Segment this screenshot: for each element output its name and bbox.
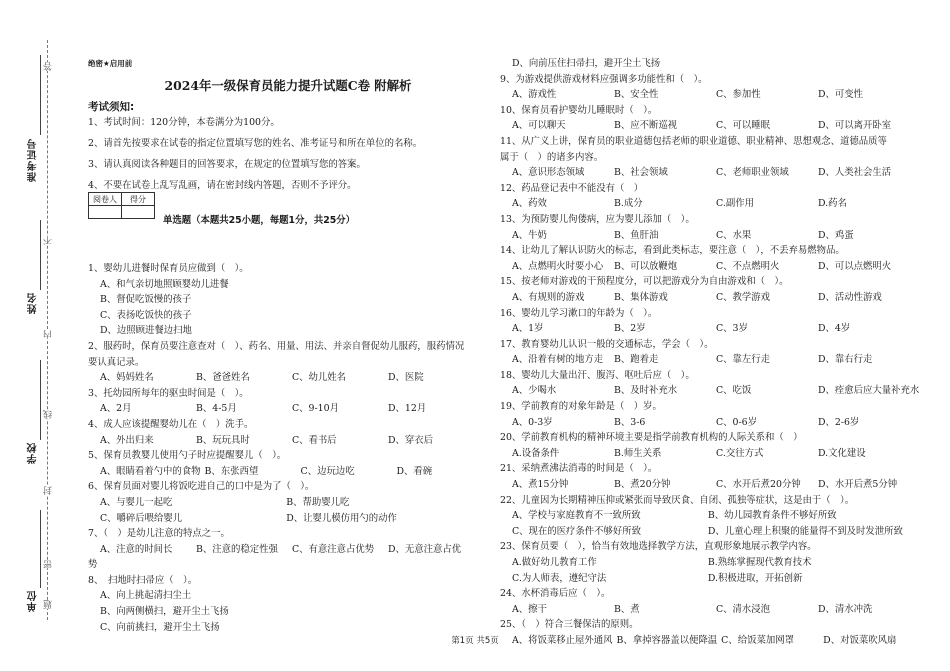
question-option: A、与婴儿一起吃 bbox=[100, 496, 173, 508]
seal-mark: 不 bbox=[44, 236, 54, 245]
school-line bbox=[40, 360, 41, 440]
question-option: C、9-10月 bbox=[292, 403, 339, 415]
question-option: B、及时补充水 bbox=[614, 385, 678, 397]
question-option: C、水开后煮20分钟 bbox=[716, 479, 801, 491]
name-line bbox=[40, 220, 41, 290]
question-option-row bbox=[500, 602, 920, 618]
question-option: D、儿童心理上积聚的能量得不到及时发泄所致 bbox=[707, 525, 903, 537]
question-option: C、清水浸泡 bbox=[716, 603, 771, 615]
question-option: B.师生关系 bbox=[614, 447, 662, 459]
question-option: A、点燃明火时要小心 bbox=[512, 260, 604, 272]
school-label: 学校 bbox=[28, 442, 39, 464]
question-option: B、煮 bbox=[614, 603, 640, 615]
notice-item: 1、考试时间：120分钟，本卷满分为100分。 bbox=[88, 117, 280, 128]
question-option: D、靠右行走 bbox=[818, 354, 873, 366]
seal-mark: 密 bbox=[44, 560, 54, 569]
question-stem: 19、学前教育的对象年龄是（ ）岁。 bbox=[500, 401, 662, 413]
question-item bbox=[500, 399, 920, 430]
question-option: B、督促吃饭慢的孩子 bbox=[100, 294, 192, 306]
question-option: A、煮15分钟 bbox=[512, 479, 569, 491]
question-option: C、给饭菜加网罩 bbox=[721, 634, 794, 646]
question-option: B、煮20分钟 bbox=[614, 479, 671, 491]
question-option: D、人类社会生活 bbox=[818, 167, 892, 179]
question-option: C、老师职业领域 bbox=[716, 167, 789, 179]
question-option: A、有规则的游戏 bbox=[512, 291, 585, 303]
question-stem: 14、让幼儿了解认识防火的标志，看到此类标志，要注意（ ），不丢弃易燃物品。 bbox=[500, 245, 845, 257]
question-stem: 16、婴幼儿学习漱口的年龄为（ ）。 bbox=[500, 307, 658, 319]
question-option: D、无意注意占优 bbox=[388, 543, 462, 555]
section-heading: 单选题（本题共25小题，每题1分，共25分） bbox=[163, 215, 355, 226]
seal-mark: 题 bbox=[44, 600, 54, 609]
unit-label: 单位 bbox=[28, 590, 39, 612]
question-option: B、2岁 bbox=[614, 323, 646, 335]
question-option: A、妈妈姓名 bbox=[100, 372, 154, 384]
question-option-row bbox=[500, 415, 920, 431]
question-option: C、参加性 bbox=[716, 89, 761, 101]
question-stem: 1、婴幼儿进餐时保育员应做到（ ）。 bbox=[88, 263, 249, 274]
question-option: C、3岁 bbox=[716, 323, 748, 335]
question-option: C.副作用 bbox=[716, 198, 754, 210]
question-column-left bbox=[88, 261, 488, 635]
question-option-row bbox=[500, 118, 920, 134]
question-option: A、少喝水 bbox=[512, 385, 557, 397]
question-item bbox=[500, 368, 920, 399]
question-option-row bbox=[500, 524, 920, 540]
question-stem-continued: 属于（ ）的诸多内容。 bbox=[500, 151, 604, 163]
question-option: D、可以点燃明火 bbox=[818, 260, 892, 272]
question-option-row bbox=[500, 352, 920, 368]
question-item bbox=[500, 337, 920, 368]
question-option-row bbox=[500, 87, 920, 103]
question-stem: 8、 扫地时扫帚应（ ）。 bbox=[88, 574, 198, 586]
question-option: A、和气亲切地照顾婴幼儿进餐 bbox=[100, 278, 229, 290]
question-stem: 20、学前教育机构的精神环境主要是指学前教育机构的人际关系和（ ） bbox=[500, 432, 803, 444]
question-option: D.药名 bbox=[818, 198, 847, 210]
question-option: A、药效 bbox=[512, 198, 547, 210]
question-option: B、注意的稳定性强 bbox=[196, 543, 278, 555]
score-header: 得分 bbox=[122, 193, 155, 206]
question-stem: 22、儿童因为长期精神压抑或紧张而导致厌食、自闭、孤独等症状，这是由于（ ）。 bbox=[500, 494, 855, 506]
question-item bbox=[88, 573, 488, 635]
question-option: C、现在的医疗条件不够好所致 bbox=[512, 525, 642, 537]
question-stem: 10、保育员看护婴幼儿睡眠时（ ）。 bbox=[500, 104, 658, 116]
question-item bbox=[500, 461, 920, 492]
notice-list bbox=[88, 112, 488, 196]
question-option: B.成分 bbox=[614, 198, 643, 210]
unit-line bbox=[40, 510, 41, 588]
notice-heading: 考试须知: bbox=[88, 101, 135, 113]
question-option: D、边照顾进餐边扫地 bbox=[100, 325, 192, 337]
question-option: A、擦干 bbox=[512, 603, 547, 615]
question-option: A、眼睛看着勺中的食物 bbox=[100, 465, 201, 477]
question-option: A、牛奶 bbox=[512, 229, 547, 241]
question-option: B、3-6 bbox=[614, 416, 646, 428]
question-option-row bbox=[500, 259, 920, 275]
question-option: A、沿着有树的地方走 bbox=[512, 354, 604, 366]
seal-mark: 封 bbox=[44, 486, 54, 495]
question-stem: 7、（ ）是幼儿注意的特点之一。 bbox=[88, 528, 230, 540]
binding-margin bbox=[0, 0, 70, 671]
question-option: B、帮助婴儿吃 bbox=[286, 496, 350, 508]
question-option-row bbox=[500, 477, 920, 493]
question-item bbox=[500, 430, 920, 461]
question-option: A、游戏性 bbox=[512, 89, 557, 101]
question-column-right bbox=[500, 56, 920, 649]
exam-number-label: 准考证号 bbox=[28, 138, 39, 182]
question-option: C、0-6岁 bbox=[716, 416, 758, 428]
question-option: D、活动性游戏 bbox=[818, 291, 882, 303]
question-option: C、靠左行走 bbox=[716, 354, 771, 366]
question-option-row bbox=[500, 165, 920, 181]
question-option: D、可变性 bbox=[818, 89, 864, 101]
question-stem: 2、服药时，保育员要注意查对（ ）、药名、用量、用法、并亲自督促幼儿服药，服药情况 bbox=[88, 340, 465, 352]
question-item bbox=[500, 306, 920, 337]
question-option: D、医院 bbox=[388, 372, 424, 384]
question-option-continued: 势 bbox=[88, 559, 98, 571]
question-option: A、意识形态领域 bbox=[512, 167, 585, 179]
question-option: B、应不断巡视 bbox=[614, 120, 678, 132]
question-option: D、让婴儿模仿用勺的动作 bbox=[286, 512, 397, 524]
question-option: C、看书后 bbox=[292, 434, 337, 446]
score-table bbox=[88, 192, 155, 219]
question-option-row bbox=[500, 228, 920, 244]
question-option: C、不点燃明火 bbox=[716, 260, 780, 272]
question-option-row bbox=[500, 508, 920, 524]
question-option-row bbox=[88, 542, 488, 558]
question-option: D.文化建设 bbox=[818, 447, 866, 459]
question-option: B、可以放鞭炮 bbox=[614, 260, 678, 272]
question-item bbox=[500, 586, 920, 617]
question-stem: 15、按老师对游戏的干预程度分，可以把游戏分为自由游戏和（ ）。 bbox=[500, 276, 789, 288]
question-option: A、向上挑起清扫尘土 bbox=[100, 590, 192, 602]
question-option: D、对饭菜吹风扇 bbox=[823, 634, 897, 646]
question-option: D、鸡蛋 bbox=[818, 229, 854, 241]
question-option: A、0-3岁 bbox=[512, 416, 553, 428]
question-item bbox=[88, 386, 488, 417]
question-option: C、向前挑扫，避开尘土飞扬 bbox=[100, 621, 220, 633]
question-option: A、可以聊天 bbox=[512, 120, 566, 132]
question-option: B、4-5月 bbox=[196, 403, 237, 415]
question-item bbox=[500, 539, 920, 586]
question-option: C、吃饭 bbox=[716, 385, 752, 397]
question-option: A、将饭菜移止屋外通风 bbox=[512, 634, 613, 646]
question-option: A、1岁 bbox=[512, 323, 544, 335]
question-option: A、2月 bbox=[100, 403, 132, 415]
question-option: C、边玩边吃 bbox=[300, 465, 355, 477]
question-option: C、水果 bbox=[716, 229, 752, 241]
question-option: B、鱼肝油 bbox=[614, 229, 659, 241]
question-stem: 11、从广义上讲，保育员的职业道德包括老师的职业道德、职业精神、思想观念、道德品质等 bbox=[500, 135, 887, 147]
question-item bbox=[88, 339, 488, 386]
question-option: B、社会领域 bbox=[614, 167, 668, 179]
question-option: C、表扬吃饭快的孩子 bbox=[100, 309, 192, 321]
seal-mark: 内 bbox=[44, 330, 54, 339]
question-option: D、看碗 bbox=[396, 465, 433, 477]
question-stem: 18、婴幼儿大量出汗、腹泻、呕吐后应（ ）。 bbox=[500, 369, 695, 381]
question-stem-continued: 要认真记录。 bbox=[88, 356, 145, 368]
question-stem: 4、成人应该提醒婴幼儿在（ ）洗手。 bbox=[88, 418, 254, 430]
question-item bbox=[500, 103, 920, 134]
seal-mark: 答 bbox=[44, 62, 54, 71]
question-option: C.为人师表，遵纪守法 bbox=[512, 572, 607, 584]
question-option: C、教学游戏 bbox=[716, 291, 771, 303]
question-item bbox=[88, 261, 488, 339]
page-title: 2024年一级保育员能力提升试题C卷 附解析 bbox=[164, 78, 412, 93]
question-stem: 13、为预防婴儿佝偻病，应为婴儿添加（ ）。 bbox=[500, 213, 695, 225]
question-option-row bbox=[88, 511, 488, 527]
question-stem: 24、水杯消毒后应（ ）。 bbox=[500, 588, 611, 600]
question-option: C、嚼碎后喂给婴儿 bbox=[100, 512, 183, 524]
question-option-row bbox=[500, 196, 920, 212]
score-cell[interactable] bbox=[122, 206, 155, 219]
seal-mark: 线 bbox=[44, 410, 54, 419]
question-option: D、4岁 bbox=[818, 323, 851, 335]
question-option: D、向前压住扫帚扫，避开尘土飞扬 bbox=[512, 58, 661, 69]
notice-item: 3、请认真阅读各种题目的回答要求，在规定的位置填写您的答案。 bbox=[88, 159, 366, 170]
question-option: B、向两侧横扫，避开尘土飞扬 bbox=[100, 606, 229, 618]
question-item bbox=[500, 134, 920, 181]
question-option: C、幼儿姓名 bbox=[292, 372, 347, 384]
reviewer-header: 阅卷人 bbox=[89, 193, 122, 206]
reviewer-cell[interactable] bbox=[89, 206, 122, 219]
question-option-row bbox=[500, 290, 920, 306]
question-stem: 5、保育员教婴儿使用勺子时应提醒婴儿（ ）。 bbox=[88, 450, 287, 462]
question-option: B、爸爸姓名 bbox=[196, 372, 250, 384]
notice-item: 4、不要在试卷上乱写乱画，请在密封线内答题，否则不予评分。 bbox=[88, 180, 357, 191]
question-option: D、穿衣后 bbox=[388, 434, 434, 446]
question-option: B.熟练掌握现代教育技术 bbox=[707, 557, 812, 568]
question-option: B、拿掉容器盖以便降温 bbox=[616, 634, 718, 646]
question-option-row bbox=[88, 464, 488, 480]
question-stem: 23、保育员要（ ），恰当有效地选择教学方法，直观形象地展示教学内容。 bbox=[500, 541, 817, 553]
question-item bbox=[88, 526, 488, 573]
question-option-row bbox=[500, 446, 920, 462]
question-stem: 12、药品登记表中不能没有（ ） bbox=[500, 182, 644, 194]
question-option-row bbox=[500, 571, 920, 587]
question-option: B、集体游戏 bbox=[614, 291, 668, 303]
question-option: D、水开后煮5分钟 bbox=[818, 479, 898, 491]
question-option-row bbox=[88, 370, 488, 386]
question-item bbox=[88, 479, 488, 526]
question-item bbox=[500, 72, 920, 103]
page-footer: 第1页 共5页 bbox=[451, 636, 499, 646]
question-item bbox=[88, 417, 488, 448]
question-stem: 3、托幼园所每年的驱虫时间是（ ）。 bbox=[88, 387, 249, 399]
question-item bbox=[88, 448, 488, 479]
question-item bbox=[500, 493, 920, 540]
question-option: B、安全性 bbox=[614, 89, 659, 101]
question-option-row bbox=[88, 433, 488, 449]
question-item bbox=[500, 274, 920, 305]
exam-number-line bbox=[40, 55, 41, 135]
confidential-label: 绝密★启用前 bbox=[88, 59, 133, 68]
question-option: C、有意注意占优势 bbox=[292, 543, 375, 555]
question-option: A.做好幼儿教育工作 bbox=[512, 557, 597, 568]
question-option-row bbox=[500, 555, 920, 571]
question-option: D、清水冲洗 bbox=[818, 603, 873, 615]
question-option: D、2-6岁 bbox=[818, 416, 860, 428]
question-option-row bbox=[500, 383, 920, 399]
notice-item: 2、请首先按要求在试卷的指定位置填写您的姓名、准考证号和所在单位的名称。 bbox=[88, 138, 423, 149]
question-item bbox=[500, 181, 920, 212]
question-stem: 21、采纳煮沸法消毒的时间是（ ）。 bbox=[500, 463, 658, 475]
question-stem: 25、（ ）符合三餐保洁的原则。 bbox=[500, 619, 639, 631]
question-option: D、可以离开卧室 bbox=[818, 120, 892, 132]
question-option: B、幼儿园教育条件不够好所致 bbox=[707, 510, 837, 522]
question-option: A、外出归来 bbox=[100, 434, 154, 446]
question-stem: 17、教育婴幼儿认识一般的交通标志，学会（ ）。 bbox=[500, 338, 714, 350]
question-option: A、学校与家庭教育不一致所致 bbox=[512, 510, 641, 522]
question-option: A.设备条件 bbox=[512, 447, 560, 459]
question-item bbox=[500, 243, 920, 274]
question-option: A、注意的时间长 bbox=[100, 543, 173, 555]
question-option-row bbox=[88, 495, 488, 511]
question-option: B、东张西望 bbox=[204, 465, 259, 477]
question-option: C、可以睡眠 bbox=[716, 120, 771, 132]
question-option: D、痊愈后应大量补充水 bbox=[818, 385, 920, 397]
question-stem: 6、保育员面对婴儿将饭吃进自己的口中是为了（ ）。 bbox=[88, 481, 315, 493]
question-option-row bbox=[88, 401, 488, 417]
name-label: 姓名 bbox=[28, 292, 39, 314]
question-stem: 9、为游戏提供游戏材料应强调多功能性和（ ）。 bbox=[500, 73, 708, 85]
question-option: B、玩玩具时 bbox=[196, 434, 250, 446]
question-item bbox=[500, 212, 920, 243]
question-option-row bbox=[500, 321, 920, 337]
question-option: C.交往方式 bbox=[716, 447, 764, 459]
question-option: B、跑着走 bbox=[614, 354, 659, 366]
question-option: D.积极进取，开拓创新 bbox=[707, 572, 803, 584]
question-option: D、12月 bbox=[388, 403, 427, 415]
